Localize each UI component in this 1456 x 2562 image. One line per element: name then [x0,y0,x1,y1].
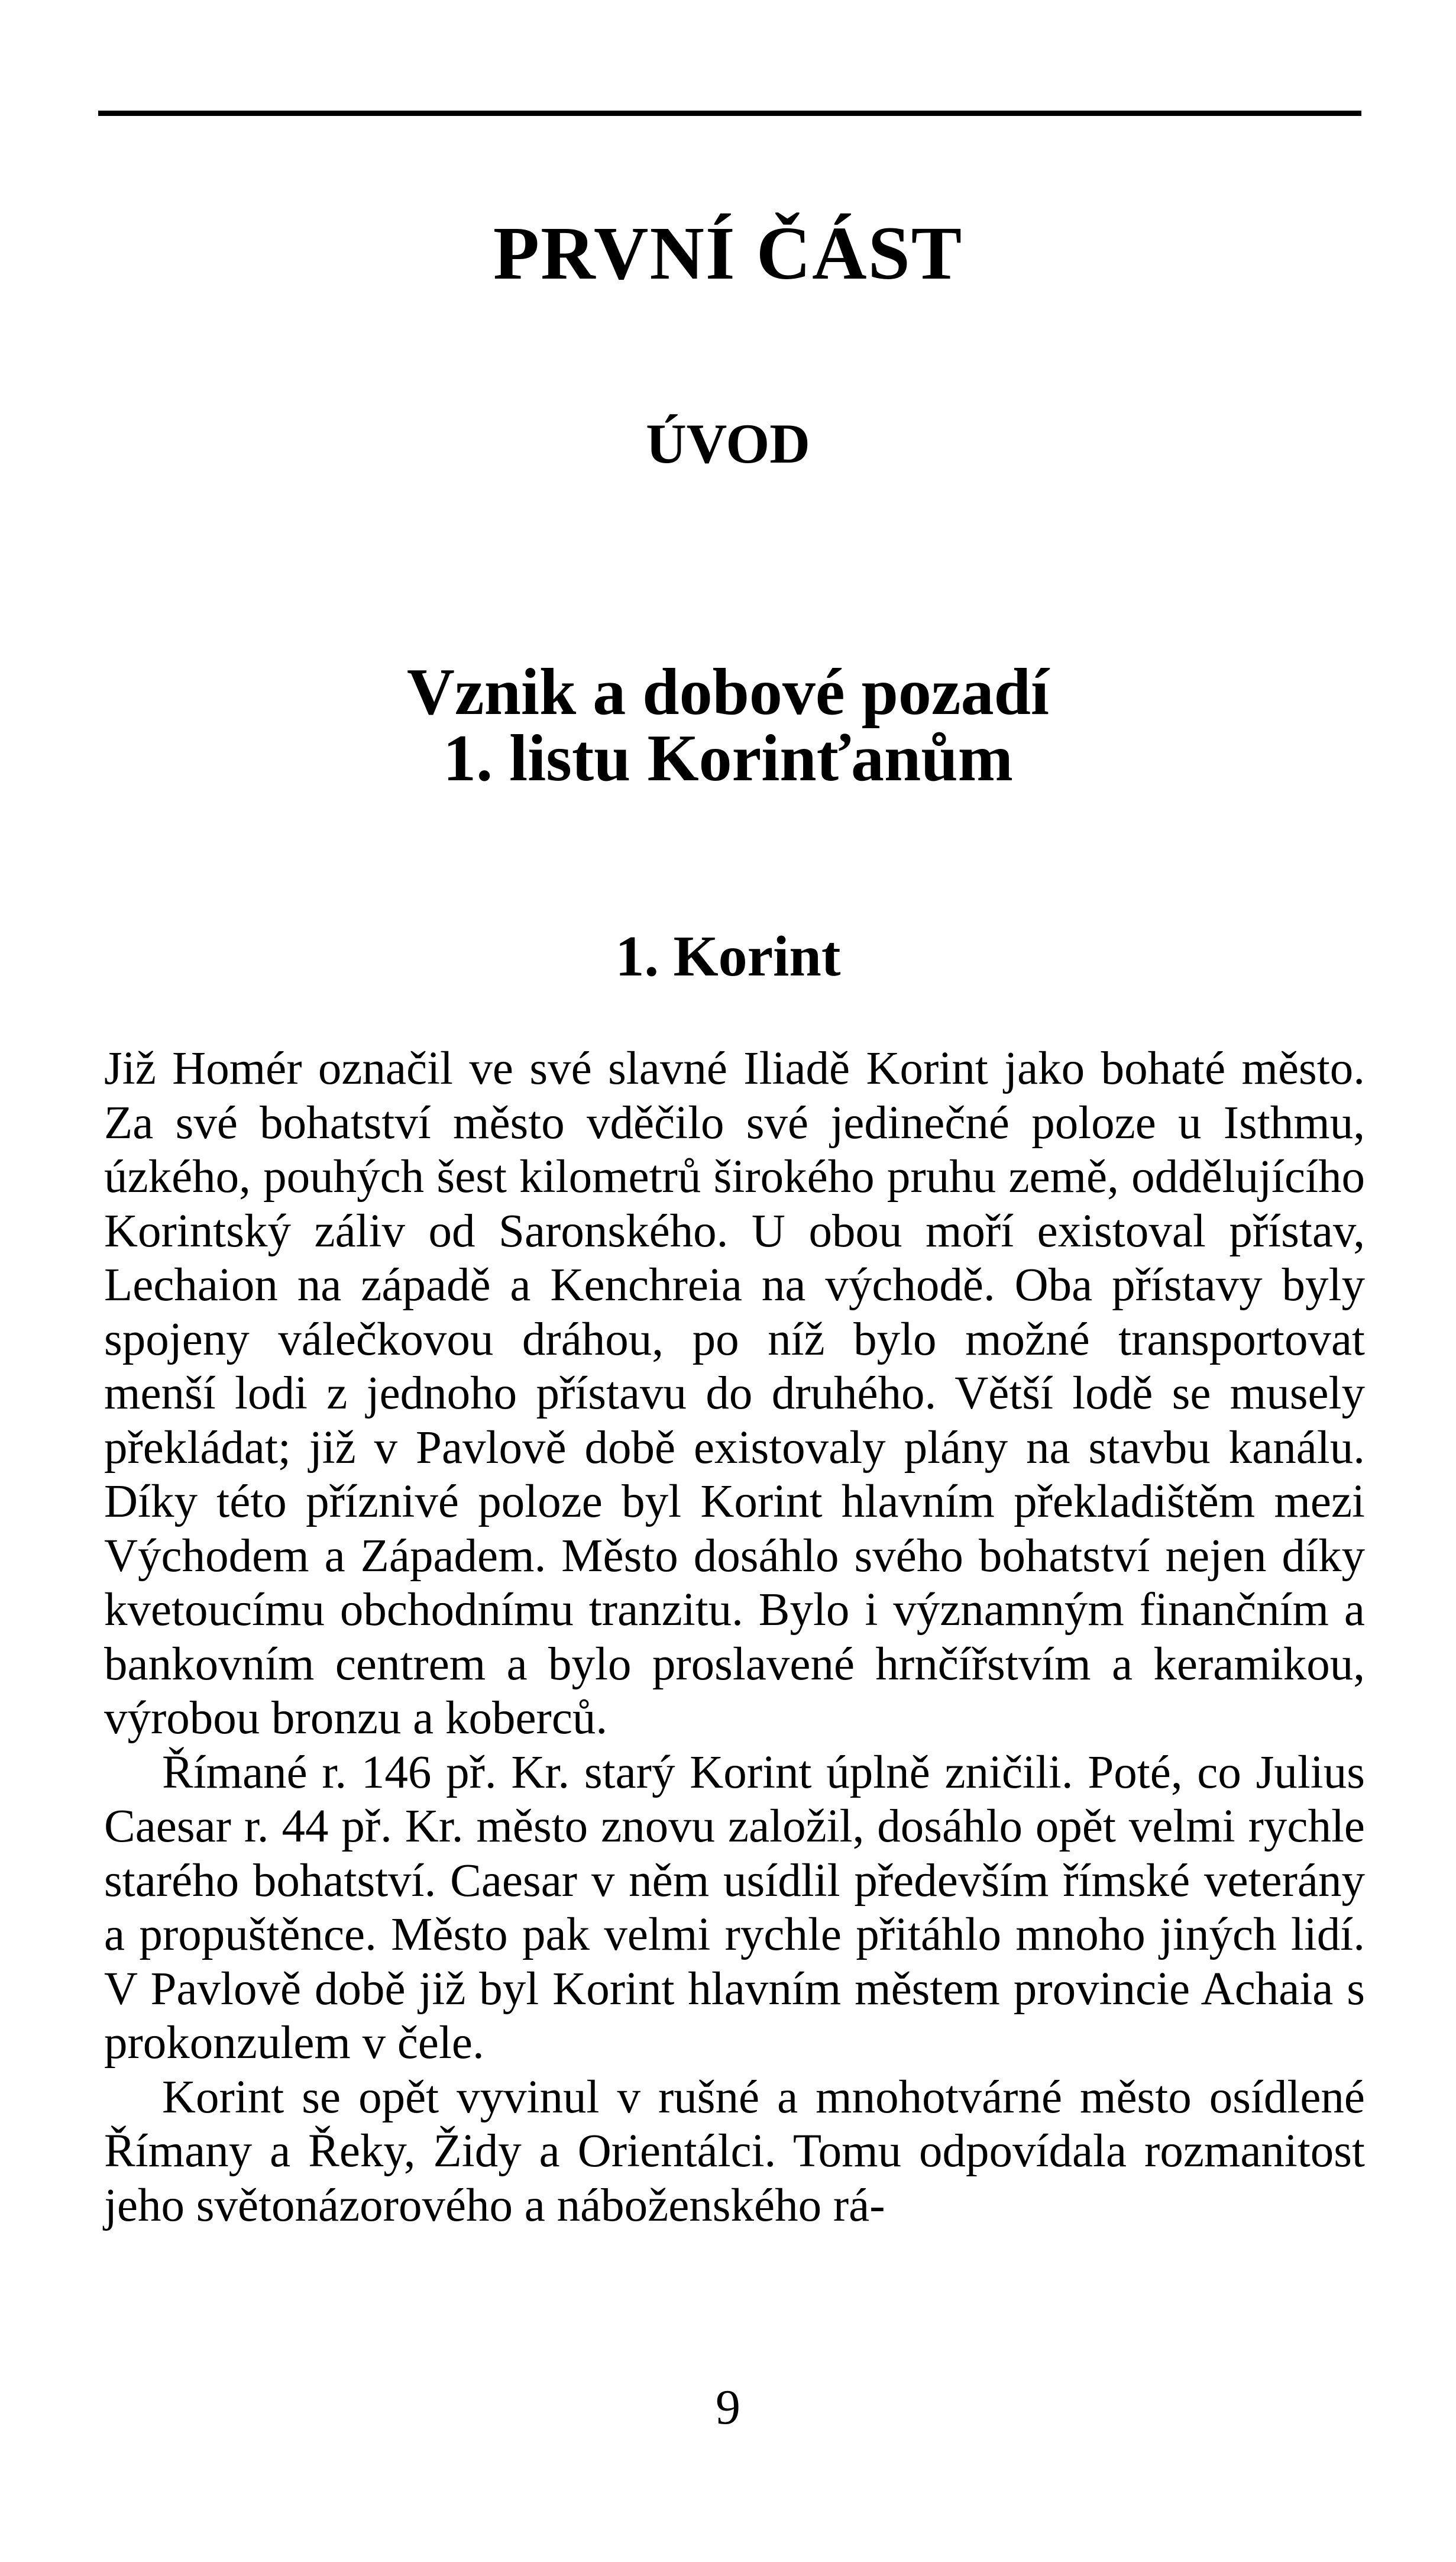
section-title: 1. Korint [615,925,841,988]
paragraph-3: Korint se opět vyvinul v rušné a mnohotvárné město osídlené Římany a Řeky, Židy a Orientálci. Tomu odpovídala rozmanitost jeho světonázorového a náboženského rá- [104,2071,1365,2231]
paragraph-2: Římané r. 146 př. Kr. starý Korint úplně zničili. Poté, co Julius Caesar r. 44 př. Kr. město znovu založil, dosáhlo opět velmi rychle starého bohatství. Caesar v něm usídlil především římské veterány a propuštěnce. Město pak velmi rychle přitáhlo mnoho jiných lidí. V Pavlově době již byl Korint hlavním městem provincie Achaia s prokonzulem v čele. [104,1746,1365,2069]
chapter-title-line-1: Vznik a dobové pozadí [407,655,1049,729]
chapter-title [0,655,1456,795]
body-text [104,1042,1365,2233]
chapter-title-line-2: 1. listu Korinťanům [443,722,1013,795]
part-title: PRVNÍ ČÁST [493,211,963,295]
paragraph-1: Již Homér označil ve své slavné Iliadě Korint jako bohaté město. Za své bohatství město vděčilo své jedinečné poloze u Isthmu, úzkého, pouhých šest kilometrů širokého pruhu země, oddělujícího Korintský záliv od Saronského. U obou moří existoval přístav, Lechaion na západě a Kenchreia na východě. Oba přístavy byly spojeny válečkovou dráhou, po níž bylo možné transportovat menší lodi z jednoho přístavu do druhého. Větší lodě se musely překládat; již v Pavlově době existovaly plány na stavbu kanálu. Díky této příznivé poloze byl Korint hlavním překladištěm mezi Východem a Západem. Město dosáhlo svého bohatství nejen díky kvetoucímu obchodnímu tranzitu. Bylo i významným finančním a bankovním centrem a bylo proslavené hrnčířstvím a keramikou, výrobou bronzu a koberců. [104,1043,1365,1744]
page-number: 9 [716,2380,740,2435]
intro-title: ÚVOD [646,412,810,475]
header-rule [98,111,1361,116]
